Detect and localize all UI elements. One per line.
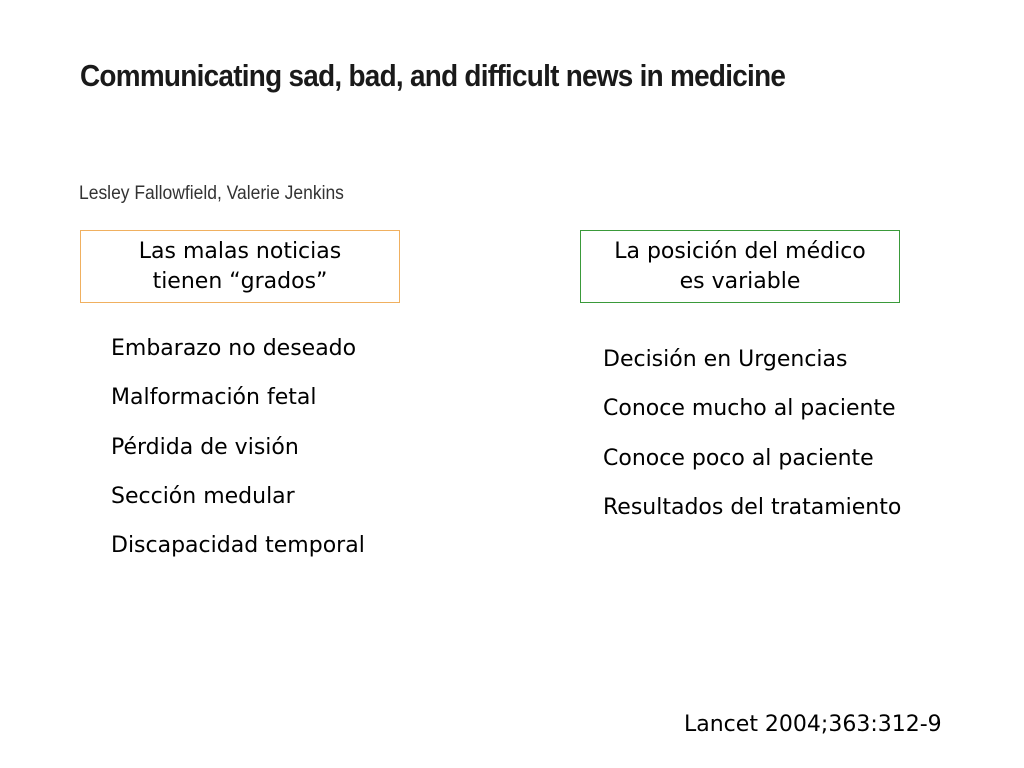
bad-news-degrees-line-2: tienen “grados” bbox=[152, 268, 328, 294]
citation: Lancet 2004;363:312-9 bbox=[684, 712, 942, 737]
bad-news-examples-list bbox=[111, 334, 365, 580]
bad-news-degrees-line-1: Las malas noticias bbox=[138, 238, 342, 264]
list-item: Discapacidad temporal bbox=[111, 533, 365, 559]
doctor-position-line-2: es variable bbox=[679, 268, 801, 294]
list-item: Embarazo no deseado bbox=[111, 336, 357, 361]
list-item: Sección medular bbox=[111, 483, 295, 509]
article-title: Communicating sad, bad, and difficult news in medicine bbox=[80, 58, 786, 93]
list-item: Decisión en Urgencias bbox=[603, 347, 848, 372]
list-item: Pérdida de visión bbox=[111, 434, 299, 460]
doctor-position-list bbox=[603, 345, 901, 542]
list-item: Malformación fetal bbox=[111, 385, 317, 411]
list-item: Conoce poco al paciente bbox=[603, 445, 874, 471]
doctor-position-line-1: La posición del médico bbox=[614, 238, 866, 264]
bad-news-degrees-box bbox=[80, 230, 400, 303]
article-authors: Lesley Fallowfield, Valerie Jenkins bbox=[79, 183, 344, 204]
doctor-position-box bbox=[580, 230, 900, 303]
list-item: Conoce mucho al paciente bbox=[603, 396, 896, 422]
list-item: Resultados del tratamiento bbox=[603, 494, 902, 520]
